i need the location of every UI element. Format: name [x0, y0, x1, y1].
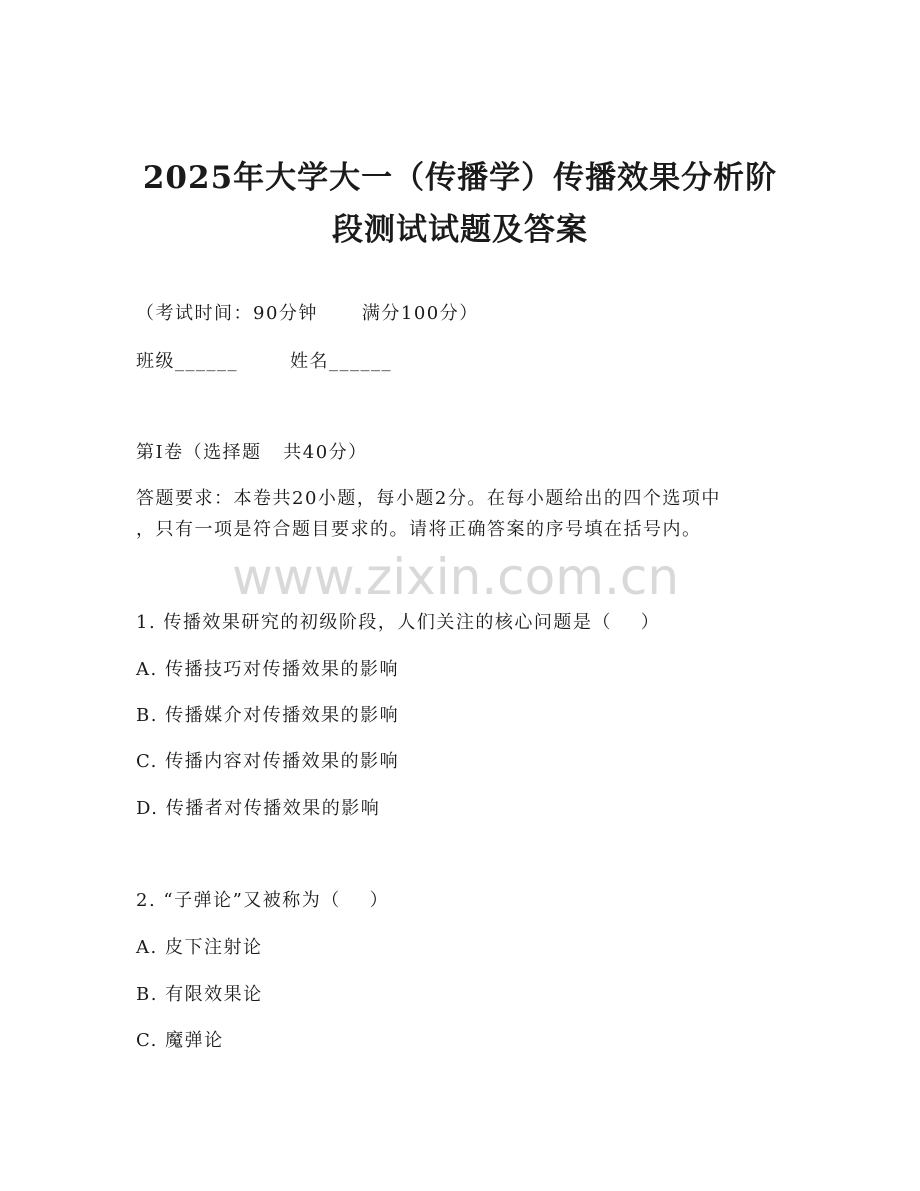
question-2-option-b: B. 有限效果论: [136, 984, 263, 1005]
class-field: 班级______: [136, 351, 238, 372]
exam-info: [136, 302, 479, 326]
name-field: 姓名______: [290, 351, 392, 372]
question-2-option-a: A. 皮下注射论: [136, 937, 263, 958]
question-1-option-c: C. 传播内容对传播效果的影响: [136, 751, 400, 772]
question-1-stem: 1. 传播效果研究的初级阶段，人们关注的核心问题是（ ）: [136, 612, 661, 633]
instructions-line-1: 答题要求：本卷共20小题，每小题2分。在每小题给出的四个选项中: [136, 488, 721, 509]
question-2-option-c: C. 魔弹论: [136, 1030, 224, 1051]
question-1-option-d: D. 传播者对传播效果的影响: [136, 798, 381, 819]
title-line-2: 段测试试题及答案: [332, 212, 588, 248]
question-1-option-a: A. 传播技巧对传播效果的影响: [136, 659, 399, 680]
question-1-option-b: B. 传播媒介对传播效果的影响: [136, 705, 400, 726]
question-2-stem: 2. “子弹论”又被称为（ ）: [136, 890, 390, 911]
student-fields: [136, 350, 392, 374]
document-title: [100, 152, 820, 256]
watermark: www.zixin.com.cn: [232, 548, 680, 606]
instructions-line-2: ，只有一项是符合题目要求的。请将正确答案的序号填在括号内。: [136, 519, 702, 540]
exam-time: （考试时间：90分钟: [136, 303, 318, 324]
section-heading: 第I卷（选择题 共40分）: [136, 442, 368, 463]
title-line-1: 2025年大学大一（传播学）传播效果分析阶: [142, 160, 778, 196]
exam-score: 满分100分）: [361, 303, 479, 324]
